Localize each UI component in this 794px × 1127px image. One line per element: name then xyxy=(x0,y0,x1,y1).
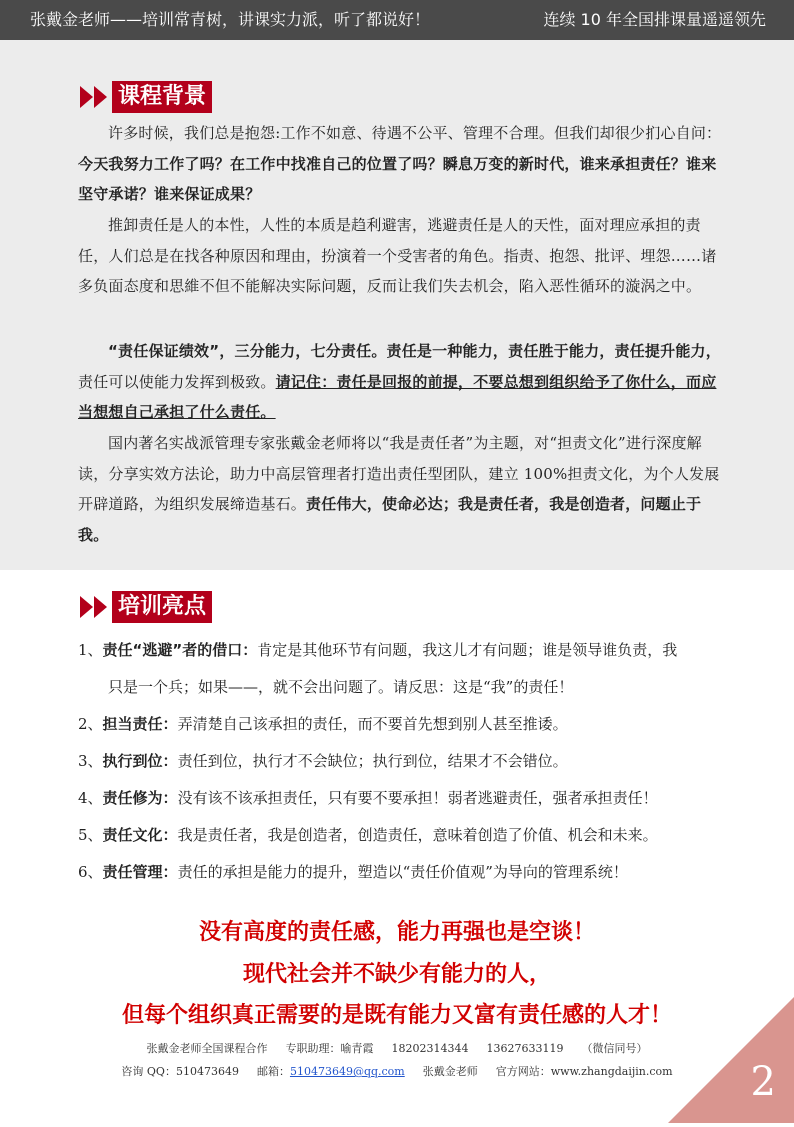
paragraph-2: 推卸责任是人的本性，人性的本质是趋利避害，逃避责任是人的天性，面对理应承担的责任，人们总是在找各种原因和理由，扮演着一个受害者的角色。指责、抱怨、批评、埋怨……诸多负面态度和思維不但不能解决实际问题，反而让我们失去机会，陷入恶性循环的漩涡之中。 xyxy=(78,216,717,295)
highlight-item-1: 1、责任“逃避”者的借口：肯定是其他环节有问题，我这儿才有问题；谁是领导谁负责，我 只是一个兵；如果——，就不会出问题了。请反思：这是“我”的责任！ xyxy=(78,641,678,696)
double-arrow-icon xyxy=(80,86,108,108)
page-corner-decoration xyxy=(668,997,794,1123)
paragraph-3: “责任保证绩效”，三分能力，七分责任。责任是一种能力，责任胜于能力，责任提升能力，责任可以使能力发挥到极致。请记住：责任是回报的前提，不要总想到组织给予了你什么，而应当想想自己承担了什么责任。 xyxy=(78,342,721,421)
header-ranking-text: 连续 10 年全国排课量遥遥领先 xyxy=(543,10,766,29)
section-title: 培训亮点 xyxy=(112,591,212,623)
footer-website-line: 咨询 QQ：510473649 邮箱：510473649@qq.com 张戴金老师 官方网站：www.zhangdaijin.com xyxy=(121,1065,673,1078)
highlight-item-4: 4、责任修为：没有该不该承担责任，只有要不要承担！弱者逃避责任，强者承担责任！ xyxy=(78,789,658,807)
section-heading-highlights xyxy=(80,590,212,624)
section-title: 课程背景 xyxy=(112,81,212,113)
header-slogan: 张戴金老师——培训常青树，讲课实力派，听了都说好！ xyxy=(30,10,431,29)
highlight-quote: 请记住：责任是回报的前提，不要总想到组织给予了你什么，而应当想想自己承担了什么责任。 xyxy=(78,372,717,421)
highlight-item-6: 6、责任管理：责任的承担是能力的提升，塑造以“责任价值观”为导向的管理系统！ xyxy=(78,863,628,881)
paragraph-4: 国内著名实战派管理专家张戴金老师将以“我是责任者”为主题，对“担责文化”进行深度解读，分享实效方法论，助力中高层管理者打造出责任型团队，建立 100%担责文化，为个人发展开辟道路，为组织发展缔造基石。责任伟大，使命必达；我是责任者，我是创造者，问题止于我。 xyxy=(78,434,720,544)
section-heading-background xyxy=(80,80,212,114)
footer-contact-line: 张戴金老师全国课程合作 专职助理：喻青霞 18202314344 13627633119 （微信同号） xyxy=(146,1042,648,1055)
slogan-line-1: 没有高度的责任感，能力再强也是空谈！ xyxy=(198,920,595,945)
paragraph-1: 许多时候，我们总是抱怨:工作不如意、待遇不公平、管理不合理。但我们却很少扪心自问：今天我努力工作了吗？在工作中找准自己的位置了吗？瞬息万变的新时代，谁来承担责任？谁来坚守承诺？谁来保证成果？ xyxy=(78,124,722,203)
highlight-item-5: 5、责任文化：我是责任者，我是创造者，创造责任，意味着创造了价值、机会和未来。 xyxy=(78,826,658,844)
email-link[interactable]: 510473649@qq.com xyxy=(289,1065,405,1078)
page-number: 2 xyxy=(750,1059,776,1105)
header-bar xyxy=(0,0,794,40)
highlight-item-3: 3、执行到位：责任到位，执行才不会缺位；执行到位，结果才不会错位。 xyxy=(78,752,568,770)
double-arrow-icon xyxy=(80,596,108,618)
highlight-item-2: 2、担当责任：弄清楚自己该承担的责任，而不要首先想到别人甚至推诿。 xyxy=(78,715,568,733)
slogan-line-3: 但每个组织真正需要的是既有能力又富有责任感的人才！ xyxy=(121,1003,672,1028)
slogan-line-2: 现代社会并不缺少有能力的人， xyxy=(242,962,551,987)
